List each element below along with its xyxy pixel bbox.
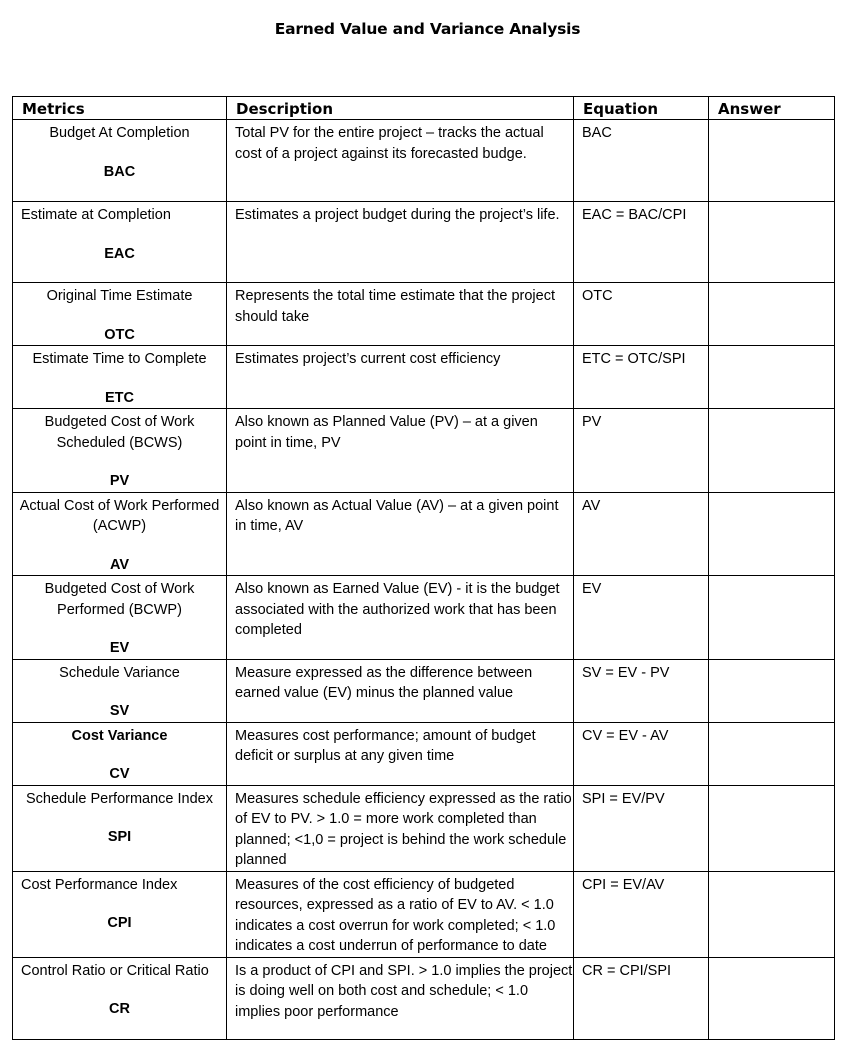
description-cell: Also known as Actual Value (AV) – at a given point in time, AV [227,492,574,576]
metric-name: Schedule Variance [59,664,180,681]
metric-abbr: SPI [107,829,132,845]
table-row [13,785,835,871]
metric-cell [13,346,227,409]
answer-cell[interactable] [709,722,835,785]
page-title: Earned Value and Variance Analysis [274,20,581,38]
table-row [13,202,835,283]
metric-cell [13,283,227,346]
table-row [13,283,835,346]
answer-cell[interactable] [709,871,835,957]
equation-cell: CV = EV - AV [574,722,709,785]
equation-cell: OTC [574,283,709,346]
equation-cell: PV [574,409,709,493]
metric-name: Control Ratio or Critical Ratio [21,962,209,979]
metric-name: Schedule Performance Index [26,790,213,807]
metric-cell [13,409,227,493]
answer-cell[interactable] [709,957,835,1039]
description-cell: Measures schedule efficiency expressed as the ratio of EV to PV. > 1.0 = more work completed than planned; <1,0 = project is behind the work schedule planned [227,785,574,871]
metric-abbr: PV [109,473,130,489]
description-cell: Total PV for the entire project – tracks the actual cost of a project against its forecasted budge. [227,120,574,202]
metric-cell [13,659,227,722]
metric-abbr: CR [109,1001,130,1017]
metric-name: Budgeted Cost of Work Scheduled (BCWS) [44,414,195,451]
header-equation: Equation [574,97,709,120]
equation-cell: AV [574,492,709,576]
metric-abbr: CV [109,766,130,782]
table-row [13,659,835,722]
equation-cell: CR = CPI/SPI [574,957,709,1039]
metric-abbr: BAC [103,163,136,180]
equation-cell: BAC [574,120,709,202]
table-header-row [13,97,835,120]
metric-name: Cost Variance [71,727,168,744]
metric-name: Estimate Time to Complete [32,351,207,367]
description-cell: Estimates a project budget during the project’s life. [227,202,574,283]
metric-name: Cost Performance Index [21,876,178,893]
answer-cell[interactable] [709,492,835,576]
metric-name: Original Time Estimate [46,288,193,304]
table-row [13,576,835,660]
answer-cell[interactable] [709,346,835,409]
equation-cell: ETC = OTC/SPI [574,346,709,409]
earned-value-table [12,96,835,1040]
metric-cell [13,492,227,576]
metric-name: Budget At Completion [49,125,190,141]
metric-abbr: EV [109,640,130,656]
equation-cell: SPI = EV/PV [574,785,709,871]
metric-abbr: OTC [104,326,135,343]
table-row [13,492,835,576]
metric-cell [13,785,227,871]
table-row [13,346,835,409]
description-cell: Also known as Earned Value (EV) - it is the budget associated with the authorized work that has been completed [227,576,574,660]
description-cell: Represents the total time estimate that the project should take [227,283,574,346]
metric-cell [13,120,227,202]
header-metrics: Metrics [13,97,227,120]
metric-name: Budgeted Cost of Work Performed (BCWP) [44,581,195,618]
answer-cell[interactable] [709,409,835,493]
table-row [13,957,835,1039]
table-row [13,120,835,202]
table-row [13,871,835,957]
equation-cell: EAC = BAC/CPI [574,202,709,283]
equation-cell: CPI = EV/AV [574,871,709,957]
answer-cell[interactable] [709,283,835,346]
metric-name: Estimate at Completion [21,207,171,223]
description-cell: Also known as Planned Value (PV) – at a given point in time, PV [227,409,574,493]
equation-cell: EV [574,576,709,660]
metric-cell [13,722,227,785]
metric-cell [13,202,227,283]
metric-abbr: AV [109,556,130,573]
metric-abbr: CPI [107,915,132,931]
description-cell: Estimates project’s current cost efficiency [227,346,574,409]
table-row [13,409,835,493]
description-cell: Measures cost performance; amount of budget deficit or surplus at any given time [227,722,574,785]
metric-cell [13,957,227,1039]
answer-cell[interactable] [709,202,835,283]
header-description: Description [227,97,574,120]
metric-abbr: EAC [104,245,135,262]
description-cell: Measures of the cost efficiency of budgeted resources, expressed as a ratio of EV to AV. < 1.0 indicates a cost overrun for work completed; < 1.0 indicates a cost underrun of performance to date [227,871,574,957]
equation-cell: SV = EV - PV [574,659,709,722]
description-cell: Is a product of CPI and SPI. > 1.0 implies the project is doing well on both cost and schedule; < 1.0 implies poor performance [227,957,574,1039]
answer-cell[interactable] [709,120,835,202]
metric-name: Actual Cost of Work Performed (ACWP) [19,497,220,534]
answer-cell[interactable] [709,785,835,871]
metric-abbr: SV [109,703,130,719]
answer-cell[interactable] [709,576,835,660]
description-cell: Measure expressed as the difference between earned value (EV) minus the planned value [227,659,574,722]
metric-cell [13,576,227,660]
metric-cell [13,871,227,957]
metric-abbr: ETC [105,389,134,406]
table-row [13,722,835,785]
header-answer: Answer [709,97,835,120]
answer-cell[interactable] [709,659,835,722]
